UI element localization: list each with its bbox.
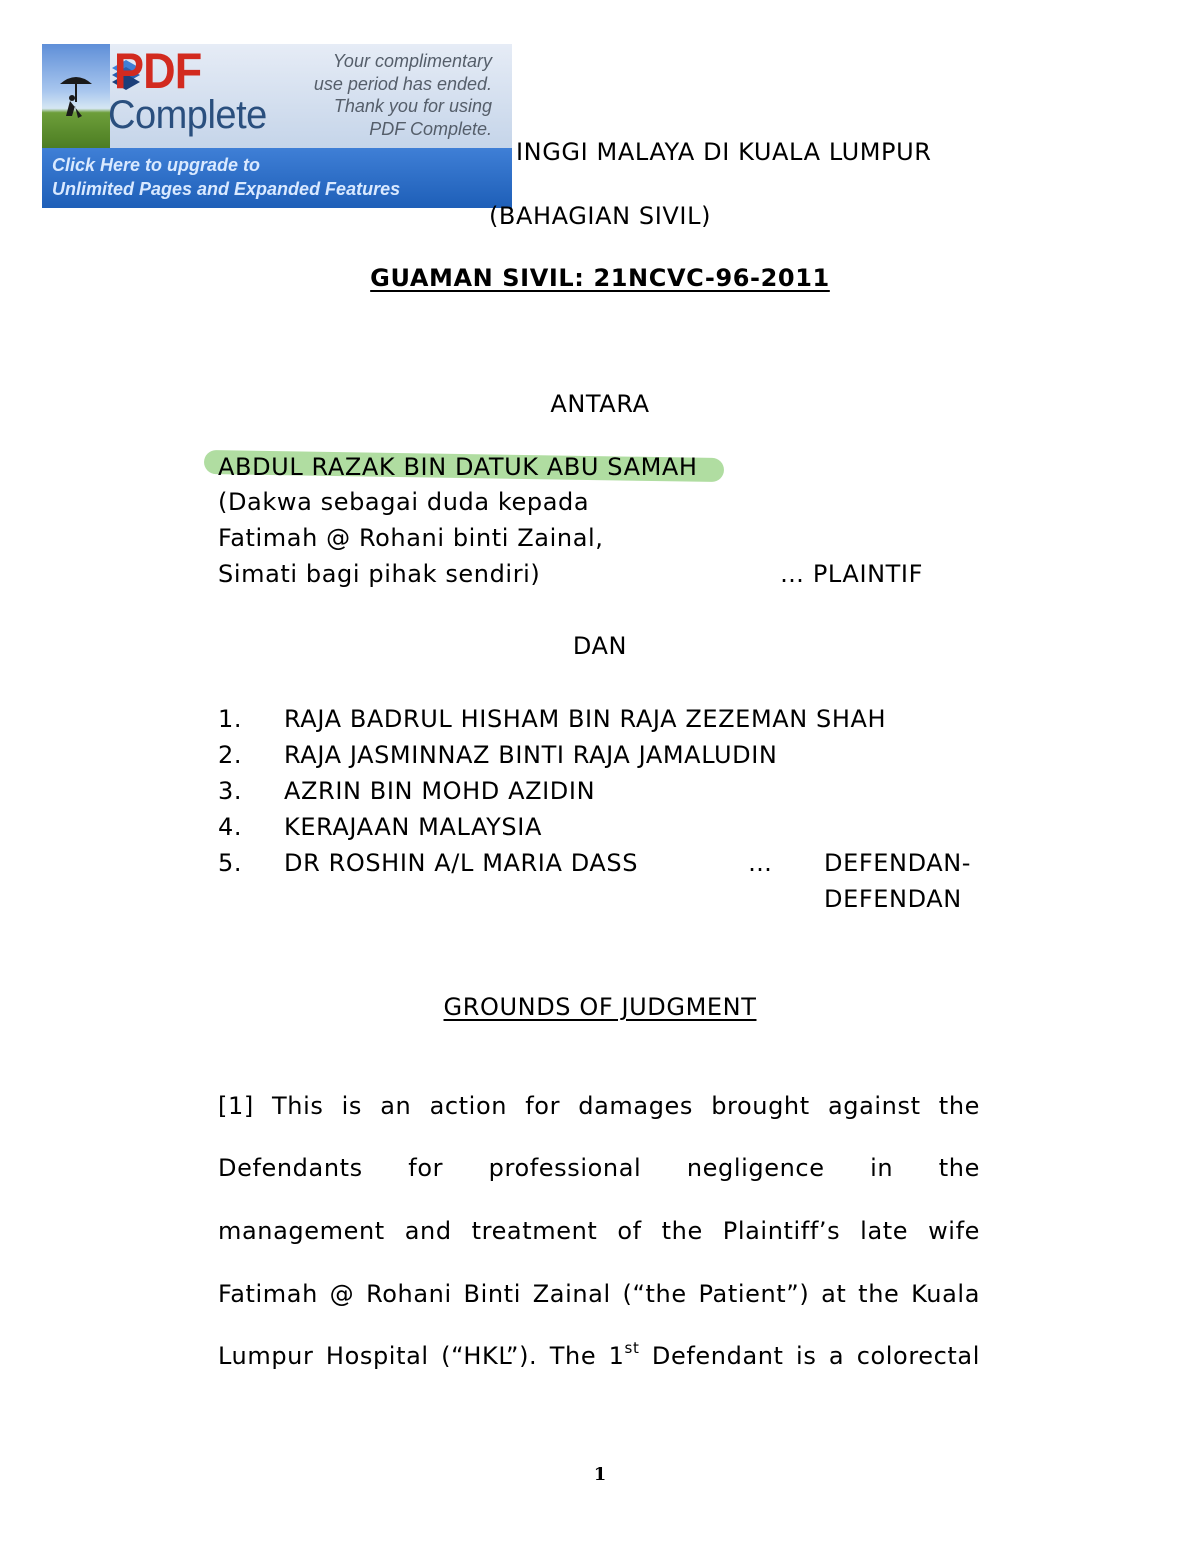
defendant-3-number: 3.: [218, 777, 243, 805]
defendant-3-name: AZRIN BIN MOHD AZIDIN: [284, 777, 596, 805]
defendant-1-number: 1.: [218, 705, 243, 733]
line5-pre: Lumpur Hospital (“HKL”). The 1: [218, 1342, 625, 1370]
defendant-2-name: RAJA JASMINNAZ BINTI RAJA JAMALUDIN: [284, 741, 778, 769]
plaintiff-role: … PLAINTIF: [780, 560, 924, 588]
line5-sup: st: [624, 1339, 640, 1357]
court-title: INGGI MALAYA DI KUALA LUMPUR: [516, 138, 932, 166]
defendant-2-number: 2.: [218, 741, 243, 769]
defendant-1-name: RAJA BADRUL HISHAM BIN RAJA ZEZEMAN SHAH: [284, 705, 887, 733]
plaintiff-desc-3: Simati bagi pihak sendiri): [218, 560, 541, 588]
pdf-complete-upgrade-banner[interactable]: [42, 44, 512, 208]
line5-post: Defendant is a colorectal: [639, 1342, 981, 1370]
paragraph-line-5: [218, 1339, 981, 1370]
upgrade-line-1: Click Here to upgrade to: [52, 155, 261, 175]
judgment-heading: GROUNDS OF JUDGMENT: [443, 993, 757, 1021]
paragraph-line-4: Fatimah @ Rohani Binti Zainal (“the Patient”) at the Kuala: [218, 1280, 980, 1308]
logo-complete: Complete: [108, 93, 267, 137]
plaintiff-name: ABDUL RAZAK BIN DATUK ABU SAMAH: [218, 453, 698, 481]
defendant-ellipsis: …: [748, 849, 773, 877]
plaintiff-desc-2: Fatimah @ Rohani binti Zainal,: [218, 524, 604, 552]
plaintiff-desc-1: (Dakwa sebagai duda kepada: [218, 488, 590, 516]
defendant-role-1: DEFENDAN-: [824, 849, 972, 877]
division-title: (BAHAGIAN SIVIL): [488, 202, 712, 230]
upgrade-line-2: Unlimited Pages and Expanded Features: [52, 179, 401, 199]
paragraph-line-3: management and treatment of the Plaintiff’s late wife: [218, 1217, 980, 1245]
between-label: ANTARA: [550, 390, 650, 418]
case-number: GUAMAN SIVIL: 21NCVC-96-2011: [370, 264, 830, 292]
umbrella-person-image: [42, 44, 110, 148]
logo-pdf: PDF: [114, 43, 202, 99]
banner-message: Your complimentary use period has ended. Thank you for using PDF Complete.: [313, 51, 492, 139]
paragraph-line-1: [1] This is an action for damages brought against the: [218, 1092, 980, 1120]
upgrade-link[interactable]: [42, 148, 512, 208]
paragraph-line-2: Defendants for professional negligence in the: [218, 1154, 980, 1182]
defendant-role-2: DEFENDAN: [824, 885, 962, 913]
defendant-5-number: 5.: [218, 849, 243, 877]
defendant-4-name: KERAJAAN MALAYSIA: [284, 813, 542, 841]
defendant-4-number: 4.: [218, 813, 243, 841]
defendant-5-name: DR ROSHIN A/L MARIA DASS: [284, 849, 639, 877]
page-number: 1: [593, 1464, 607, 1485]
and-label: DAN: [572, 632, 628, 660]
